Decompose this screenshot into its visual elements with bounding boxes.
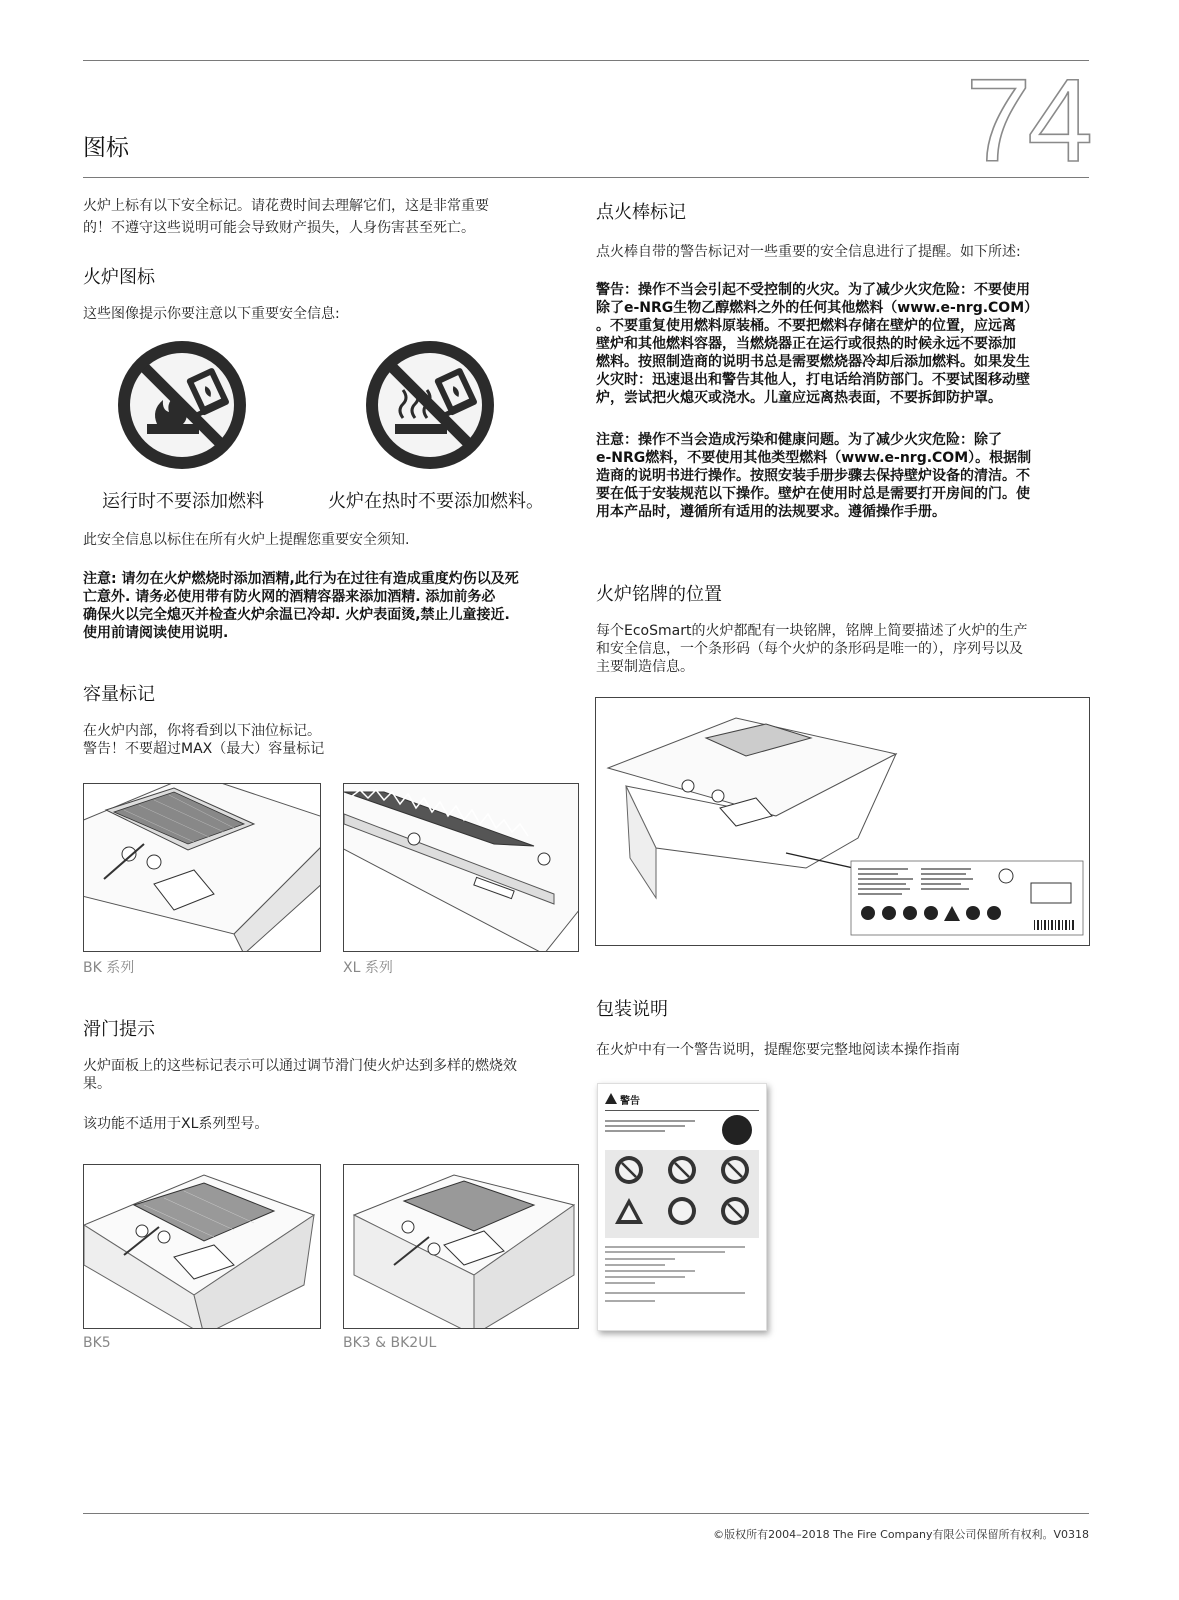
sliding-door-text: 火炉面板上的这些标记表示可以通过调节滑门使火炉达到多样的燃烧效 果。 xyxy=(83,1058,517,1092)
nameplate-heading: 火炉铭牌的位置 xyxy=(596,584,722,605)
no-refuel-while-burning-icon xyxy=(115,338,249,472)
xl-series-caption: XL 系列 xyxy=(343,960,393,976)
bk-series-image xyxy=(83,783,321,952)
warning-card xyxy=(597,1083,767,1331)
nameplate-location-image xyxy=(595,697,1090,946)
warning-triangle-icon xyxy=(605,1093,617,1104)
packaging-text: 在火炉中有一个警告说明，提醒您要完整地阅读本操作指南 xyxy=(596,1042,960,1058)
fireplace-icons-text: 这些图像提示你要注意以下重要安全信息: xyxy=(83,306,340,322)
intro-text: 火炉上标有以下安全标记。请花费时间去理解它们，这是非常重要 的！不遵守这些说明可能会导致财产损失，人身伤害甚至死亡。 xyxy=(83,198,489,236)
safety-note: 此安全信息以标住在所有火炉上提醒您重要安全须知. xyxy=(83,532,410,548)
capacity-heading: 容量标记 xyxy=(83,684,155,705)
lighter-intro: 点火棒自带的警告标记对一些重要的安全信息进行了提醒。如下所述: xyxy=(596,244,1021,260)
capacity-text: 在火炉内部，你将看到以下油位标记。 警告！不要超过MAX（最大）容量标记 xyxy=(83,723,325,757)
page-number: 74 xyxy=(965,55,1089,187)
page-title: 图标 xyxy=(83,135,129,161)
bk-series-caption: BK 系列 xyxy=(83,960,135,976)
bk5-image xyxy=(83,1164,321,1329)
nameplate-text: 每个EcoSmart的火炉都配有一块铭牌，铭牌上简要描述了火炉的生产 和安全信息，一个条形码（每个火炉的条形码是唯一的），序列号以及 主要制造信息。 xyxy=(596,623,1028,675)
lighter-warning: 警告：操作不当会引起不受控制的火灾。为了减少火灾危险：不要使用 除了e-NRG生物乙醇燃料之外的任何其他燃料（www.e-nrg.COM） 。不要重复使用燃料原装桶。不要把燃料存储在壁炉的位置，应远离 壁炉和其他燃料容器，当燃烧器正在运行或很热的时候永远不要添加 燃料。按照制造商的说明书总是需要燃烧器冷却后添加燃料。如果发生 火灾时：迅速退出和警告其他人，打电话给消防部门。不要试图移动壁 炉，尝试把火熄灭或浇水。儿童应远离热表面，不要拆卸防护罩。 xyxy=(596,282,1039,406)
burning-warning: 注意: 请勿在火炉燃烧时添加酒精,此行为在过往有造成重度灼伤以及死 亡意外. 请务必使用带有防火网的酒精容器来添加酒精. 添加前务必 确保火以完全熄灭并检查火炉余温已冷却. 火炉表面烫,禁止儿童接近. 使用前请阅读使用说明. xyxy=(83,571,519,641)
copyright: ©版权所有2004–2018 The Fire Company有限公司保留所有权利。V0318 xyxy=(713,1528,1089,1541)
lighter-caution: 注意：操作不当会造成污染和健康问题。为了减少火灾危险：除了 e-NRG燃料，不要使用其他类型燃料（www.e-nrg.COM）。根据制 造商的说明书进行操作。按照安装手册步骤去保持壁炉设备的清洁。不 要在低于安装规范以下操作。壁炉在使用时总是需要打开房间的门。使 用本产品时，遵循所有适用的法规要求。遵循操作手册。 xyxy=(596,432,1032,520)
header-rule xyxy=(83,177,1089,178)
fireplace-icons-heading: 火炉图标 xyxy=(83,267,155,288)
bk5-caption: BK5 xyxy=(83,1335,111,1351)
sliding-door-heading: 滑门提示 xyxy=(83,1019,155,1040)
warning-card-rule xyxy=(605,1110,759,1111)
lighter-heading: 点火棒标记 xyxy=(596,202,686,223)
warning-card-title: 警告 xyxy=(620,1096,640,1107)
xl-series-image xyxy=(343,783,579,952)
no-refuel-while-hot-icon xyxy=(363,338,497,472)
bk3-bk2ul-caption: BK3 & BK2UL xyxy=(343,1335,437,1351)
icon1-caption: 运行时不要添加燃料 xyxy=(102,491,264,512)
top-rule xyxy=(83,60,1089,61)
icon2-caption: 火炉在热时不要添加燃料。 xyxy=(328,491,544,512)
sliding-door-note: 该功能不适用于XL系列型号。 xyxy=(83,1116,269,1132)
packaging-heading: 包装说明 xyxy=(596,999,668,1020)
footer-rule xyxy=(83,1513,1089,1514)
bk3-bk2ul-image xyxy=(343,1164,579,1329)
